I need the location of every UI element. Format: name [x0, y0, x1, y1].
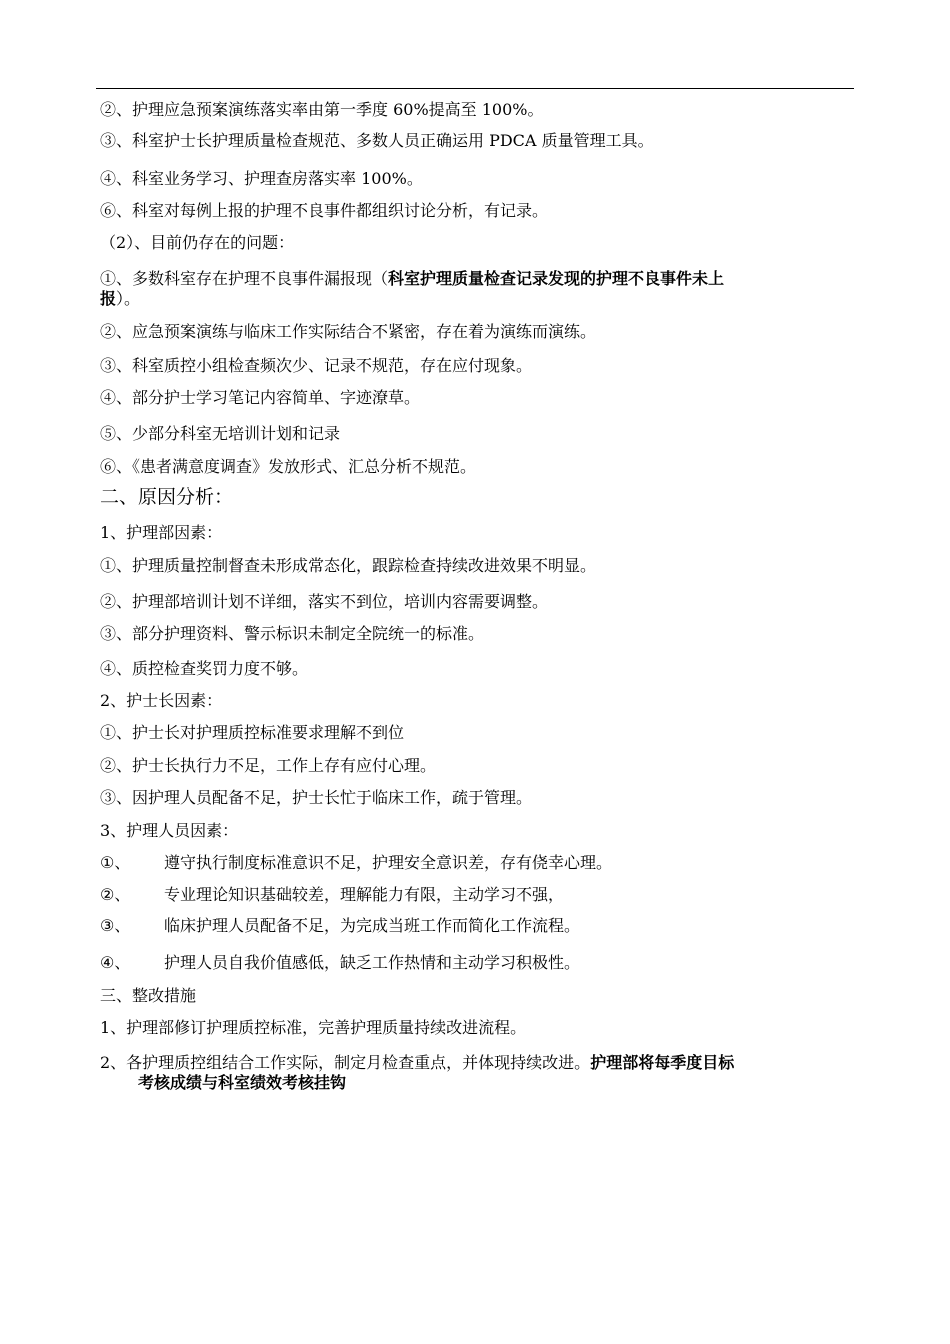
- text-span: 2、各护理质控组结合工作实际，制定月检查重点，并体现持续改进。: [100, 1053, 591, 1072]
- text-line: ②、应急预案演练与临床工作实际结合不紧密，存在着为演练而演练。: [100, 322, 597, 341]
- text-line: ⑥、《患者满意度调查》发放形式、汇总分析不规范。: [100, 457, 477, 476]
- bold-text-span: 护理部将每季度目标: [590, 1053, 735, 1072]
- text-line: ④、科室业务学习、护理查房落实率 100%。: [100, 169, 423, 188]
- text-line: ⑤、少部分科室无培训计划和记录: [100, 424, 341, 443]
- list-marker: ①、: [100, 853, 131, 872]
- text-line: 1、护理部修订护理质控标准，完善护理质量持续改进流程。: [100, 1018, 527, 1037]
- text-line: ②、护理部培训计划不详细，落实不到位，培训内容需要调整。: [100, 592, 549, 611]
- text-line: 1、护理部因素：: [100, 523, 223, 542]
- text-line: [100, 1053, 734, 1073]
- text-line: [100, 953, 580, 973]
- text-line: [100, 916, 580, 936]
- text-line: （2）、目前仍存在的问题：: [100, 233, 295, 252]
- text-span: 专业理论知识基础较差，理解能力有限，主动学习不强，: [164, 885, 565, 904]
- text-span: ）。: [116, 289, 141, 308]
- section-heading: 二、原因分析：: [100, 486, 234, 508]
- bold-text-span: 科室护理质量检查记录发现的护理不良事件未上: [388, 269, 725, 288]
- list-marker: ③、: [100, 916, 131, 935]
- text-span: 护理人员自我价值感低，缺乏工作热情和主动学习积极性。: [164, 953, 581, 972]
- text-line: [100, 269, 724, 289]
- bold-text-span: 报: [100, 289, 117, 308]
- text-line: [100, 885, 564, 905]
- text-line: ③、部分护理资料、警示标识未制定全院统一的标准。: [100, 624, 485, 643]
- text-line: 3、护理人员因素：: [100, 821, 239, 840]
- header-rule: [96, 88, 854, 89]
- text-line: 2、护士长因素：: [100, 691, 223, 710]
- text-line: ④、质控检查奖罚力度不够。: [100, 659, 309, 678]
- text-line: [100, 853, 612, 873]
- text-line: ⑥、科室对每例上报的护理不良事件都组织讨论分析，有记录。: [100, 201, 549, 220]
- text-line: [100, 289, 140, 309]
- text-span: ①、多数科室存在护理不良事件漏报现（: [100, 269, 389, 288]
- text-line: ③、因护理人员配备不足，护士长忙于临床工作，疏于管理。: [100, 788, 533, 807]
- text-line: 三、整改措施: [100, 986, 197, 1005]
- text-line: ②、护理应急预案演练落实率由第一季度 60%提高至 100%。: [100, 100, 544, 119]
- text-line: ②、护士长执行力不足，工作上存有应付心理。: [100, 756, 437, 775]
- text-line: ③、科室质控小组检查频次少、记录不规范，存在应付现象。: [100, 356, 533, 375]
- text-span: 遵守执行制度标准意识不足，护理安全意识差，存有侥幸心理。: [164, 853, 613, 872]
- bold-text-line: 考核成绩与科室绩效考核挂钩: [138, 1073, 347, 1092]
- text-line: ①、护理质量控制督查未形成常态化，跟踪检查持续改进效果不明显。: [100, 556, 597, 575]
- text-line: ③、科室护士长护理质量检查规范、多数人员正确运用 PDCA 质量管理工具。: [100, 131, 654, 150]
- text-line: ①、护士长对护理质控标准要求理解不到位: [100, 723, 405, 742]
- text-span: 临床护理人员配备不足，为完成当班工作而简化工作流程。: [164, 916, 581, 935]
- list-marker: ②、: [100, 885, 131, 904]
- text-line: ④、部分护士学习笔记内容简单、字迹潦草。: [100, 388, 421, 407]
- list-marker: ④、: [100, 953, 131, 972]
